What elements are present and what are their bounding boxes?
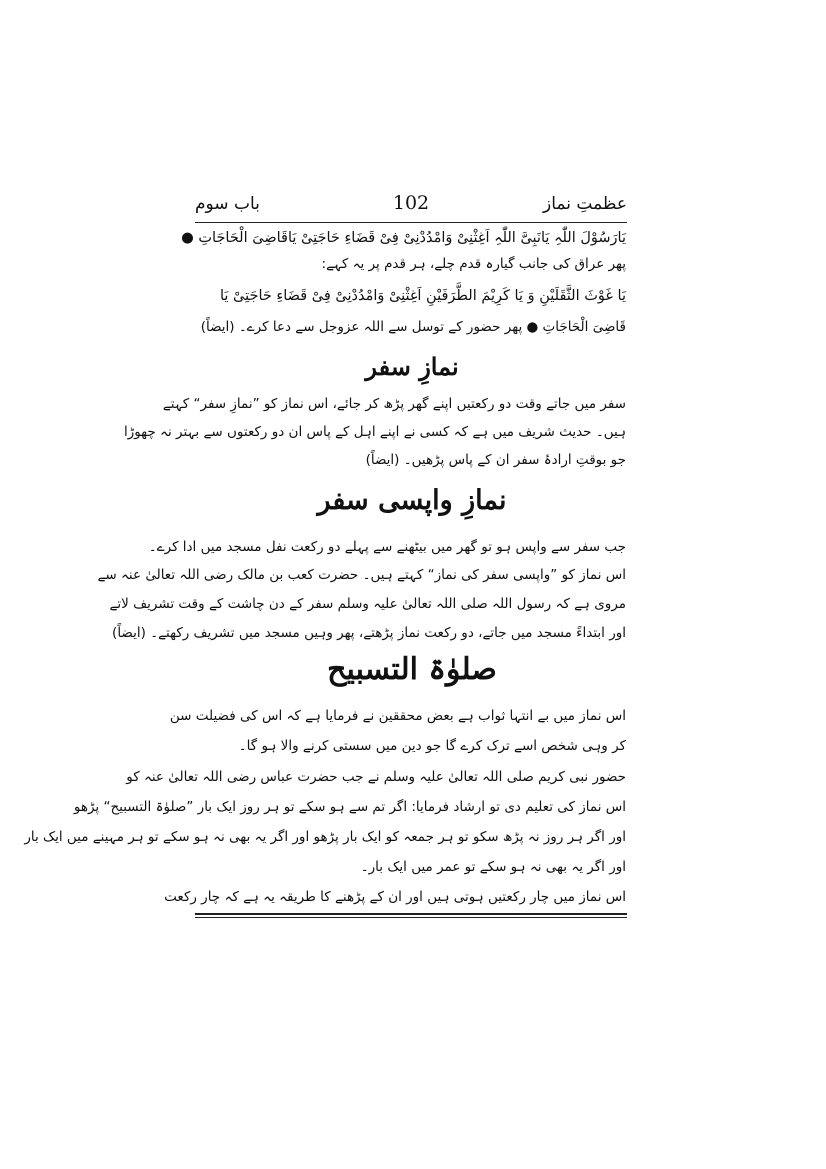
text-line: اور اگر ہر روز نہ پڑھ سکو تو ہر جمعہ کو ایک بار پڑھو اور اگر یہ بھی نہ ہو سکے تو ہر مہینے میں ایک بار <box>24 829 626 845</box>
page-number: 102 <box>392 192 430 214</box>
section-heading: صلوٰۃ التسبیح <box>327 652 497 687</box>
text-line: یَارَسُوْلَ اللّٰہِ یَانَبِیَّ اللّٰہِ اَغِثْنِیْ وَامْدُدْنِیْ فِیْ قَضَاءِ حَاجَتِیْ یَاقَاضِیَ الْحَاجَاتِ ● <box>181 230 626 246</box>
text-line: ہیں۔ حدیث شریف میں ہے کہ کسی نے اپنے اہل کے پاس ان دو رکعتوں سے بہتر نہ چھوڑا <box>123 424 626 440</box>
text-line: جب سفر سے واپس ہو تو گھر میں بیٹھنے سے پہلے دو رکعت نفل مسجد میں ادا کرے۔ <box>148 539 626 555</box>
text-line: قَاضِیَ الْحَاجَاتِ ● پھر حضور کے توسل سے اللہ عزوجل سے دعا کرے۔ (ایضاً) <box>200 319 626 335</box>
text-line: کر وہی شخص اسے ترک کرے گا جو دین میں سستی کرنے والا ہو گا۔ <box>238 738 626 754</box>
book-title: عظمتِ نماز <box>543 194 627 214</box>
text-line: سفر میں جاتے وقت دو رکعتیں اپنے گھر پڑھ کر جائے، اس نماز کو ”نمازِ سفر“ کہتے <box>162 396 626 412</box>
text-line: اس نماز کو ”واپسی سفر کی نماز“ کہتے ہیں۔ حضرت کعب بن مالک رضی اللہ تعالیٰ عنہ سے <box>97 567 626 583</box>
section-heading: نمازِ سفر <box>365 352 459 381</box>
text-line: پھر عراق کی جانب گیارہ قدم چلے، ہر قدم پر یہ کہے: <box>321 256 626 272</box>
chapter-label: باب سوم <box>195 194 260 214</box>
text-line: مروی ہے کہ رسول اللہ صلی اللہ تعالیٰ علیہ وسلم سفر کے دن چاشت کے وقت تشریف لاتے <box>109 596 626 612</box>
text-line: اس نماز میں بے انتہا ثواب ہے بعض محققین نے فرمایا ہے کہ اس کی فضیلت سن <box>169 708 626 724</box>
text-line: اور ابتداءً مسجد میں جاتے، دو رکعت نماز پڑھتے، پھر وہیں مسجد میں تشریف رکھتے۔ (ایضاً) <box>112 625 626 641</box>
footer-rule <box>195 913 627 915</box>
section-heading: نمازِ واپسی سفر <box>317 485 507 516</box>
text-line: حضور نبی کریم صلی اللہ تعالیٰ علیہ وسلم نے جب حضرت عباس رضی اللہ تعالیٰ عنہ کو <box>126 769 626 785</box>
footer-rule <box>195 917 627 918</box>
text-line: اور اگر یہ بھی نہ ہو سکے تو عمر میں ایک بار۔ <box>360 859 626 875</box>
page-header <box>195 192 627 223</box>
text-line: اس نماز میں چار رکعتیں ہوتی ہیں اور ان کے پڑھنے کا طریقہ یہ ہے کہ چار رکعت <box>164 889 626 905</box>
text-line: یَا غَوْثَ الثَّقَلَیْنِ وَ یَا کَرِیْمَ الطَّرَفَیْنِ اَغِثْنِیْ وَامْدُدْنِیْ فِیْ قَضَاءِ حَاجَتِیْ یَا <box>219 288 626 304</box>
text-line: اس نماز کی تعلیم دی تو ارشاد فرمایا: اگر تم سے ہو سکے تو ہر روز ایک بار ”صلوٰۃ التسبیح“ پڑھو <box>73 799 626 815</box>
text-line: جو بوقتِ ارادۂ سفر ان کے پاس پڑھیں۔ (ایضاً) <box>365 452 626 468</box>
